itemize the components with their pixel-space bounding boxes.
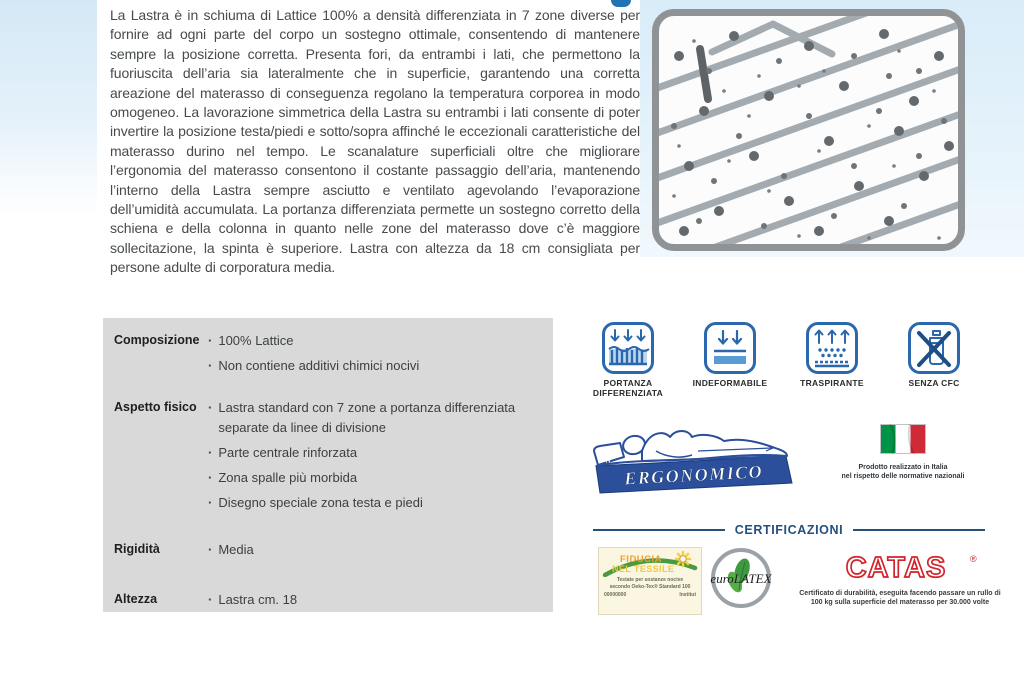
feature-label: TRASPIRANTE [800,378,864,388]
spec-item: · Media [208,540,541,560]
fiducia-line2: NEL TESSILE [612,564,675,574]
spec-row-altezza [114,590,541,615]
portanza-differenziata-icon [602,322,654,374]
spec-item: · Lastra standard con 7 zone a portanza differenziata separate da linee di divisione [208,398,541,438]
bullet-dot: · [208,592,213,607]
spec-row-aspetto-fisico [114,398,541,518]
bullet-dot: · [208,400,213,415]
spec-item: · Lastra cm. 18 [208,590,541,610]
certifications-header [593,523,985,537]
fiducia-sub2: secondo Oeko-Tex® Standard 100 [609,584,691,590]
feature-label: SENZA CFC [908,378,960,388]
spec-item: · Non contiene additivi chimici nocivi [208,356,541,376]
catas-certification [790,551,1010,607]
indeformabile-icon [704,322,756,374]
header-rule-left [593,529,725,532]
feature-traspirante [780,322,884,388]
made-in-italy-line1: Prodotto realizzato in Italia [858,464,948,471]
fiducia-nel-tessile-label [598,547,702,615]
eurolatex-logo [709,546,773,610]
bullet-dot: · [208,542,213,557]
spec-row-composizione [114,331,541,381]
fiducia-sub1: Testate per sostanze nocive [616,577,684,583]
certifications-title: CERTIFICAZIONI [734,523,844,537]
feature-label: PORTANZA DIFFERENZIATA [592,378,664,398]
catas-caption-line2: 100 kg sulla superficie del materasso per 30.000 volte [810,598,990,606]
bullet-dot: · [208,495,213,510]
spec-label: Aspetto fisico [114,400,197,414]
bullet-dot: · [208,333,213,348]
spec-label: Rigidità [114,542,160,556]
spec-row-rigidita [114,540,541,565]
made-in-italy-line2: nel rispetto delle normative nazionali [841,473,965,480]
traspirante-icon [806,322,858,374]
eurolatex-label: euroLATEX [710,571,772,586]
catas-logo [820,551,980,583]
made-in-italy [823,424,983,481]
feature-indeformabile [678,322,782,388]
latex-slab-photo [652,9,965,251]
page-corner-tint [0,0,97,215]
spec-item: · 100% Lattice [208,331,541,351]
spec-item: · Zona spalle più morbida [208,468,541,488]
fiducia-institut: Institut [679,592,696,598]
header-rule-right [853,529,985,532]
spec-item: · Disegno speciale zona testa e piedi [208,493,541,513]
bullet-dot: · [208,470,213,485]
spec-label: Altezza [114,592,158,606]
spec-item: · Parte centrale rinforzata [208,443,541,463]
feature-portanza-differenziata [576,322,680,398]
catas-logo-text: CATAS [845,552,947,583]
latex-slab-texture [659,16,958,244]
catas-caption-line1: Certificato di durabilità, eseguita facendo passare un rullo di [799,590,1001,597]
feature-label: INDEFORMABILE [692,378,768,388]
bullet-dot: · [208,358,213,373]
specs-table [103,318,553,612]
ergonomico-label: ERGONOMICO [623,461,764,489]
bullet-dot: · [208,445,213,460]
spec-label: Composizione [114,333,200,347]
fiducia-line1: FIDUCIA [620,554,663,565]
italy-flag-icon [880,424,926,454]
ergonomico-logo [590,421,805,496]
catas-registered-mark: ® [970,554,977,564]
fiducia-number: 00000000 [604,592,627,598]
feature-senza-cfc [882,322,986,388]
product-description-text: La Lastra è in schiuma di Lattice 100% a densità differenziata in 7 zone diverse per fornire ad ogni parte del corpo un sostegno ottimale, consentendo di mantenere sempre la posizione corretta. Presenta fori, da entrambi i lati, che permettono la fuoriuscita dell’aria sia lateralmente che in superficie, garantendo una corretta areazione del materasso di conseguenza regolano la temperatura corporea in modo omogeneo. La lavorazione simmetrica della Lastra su entrambi i lati consente di poter invertire la posizione testa/piedi e sotto/sopra affinché le eccezionali caratteristiche del materasso durino nel tempo. Le scanalature superficiali oltre che migliorare l’ergonomia del materasso consentono il costante passaggio dell’aria, mantenendo l’interno della Lastra sempre asciutto e ventilato agevolando l’evaporazione dell’umidità accumulata. La portanza differenziata permette un sostegno corretto della schiena e della colonna in quanto nelle zone del materasso dove c’è maggiore sollecitazione, la spinta è superiore. Lastra con altezza da 18 cm consigliata per persone adulte di corporatura media. [110,7,640,276]
senza-cfc-icon [908,322,960,374]
ergonomico-note: N° [605,456,615,465]
